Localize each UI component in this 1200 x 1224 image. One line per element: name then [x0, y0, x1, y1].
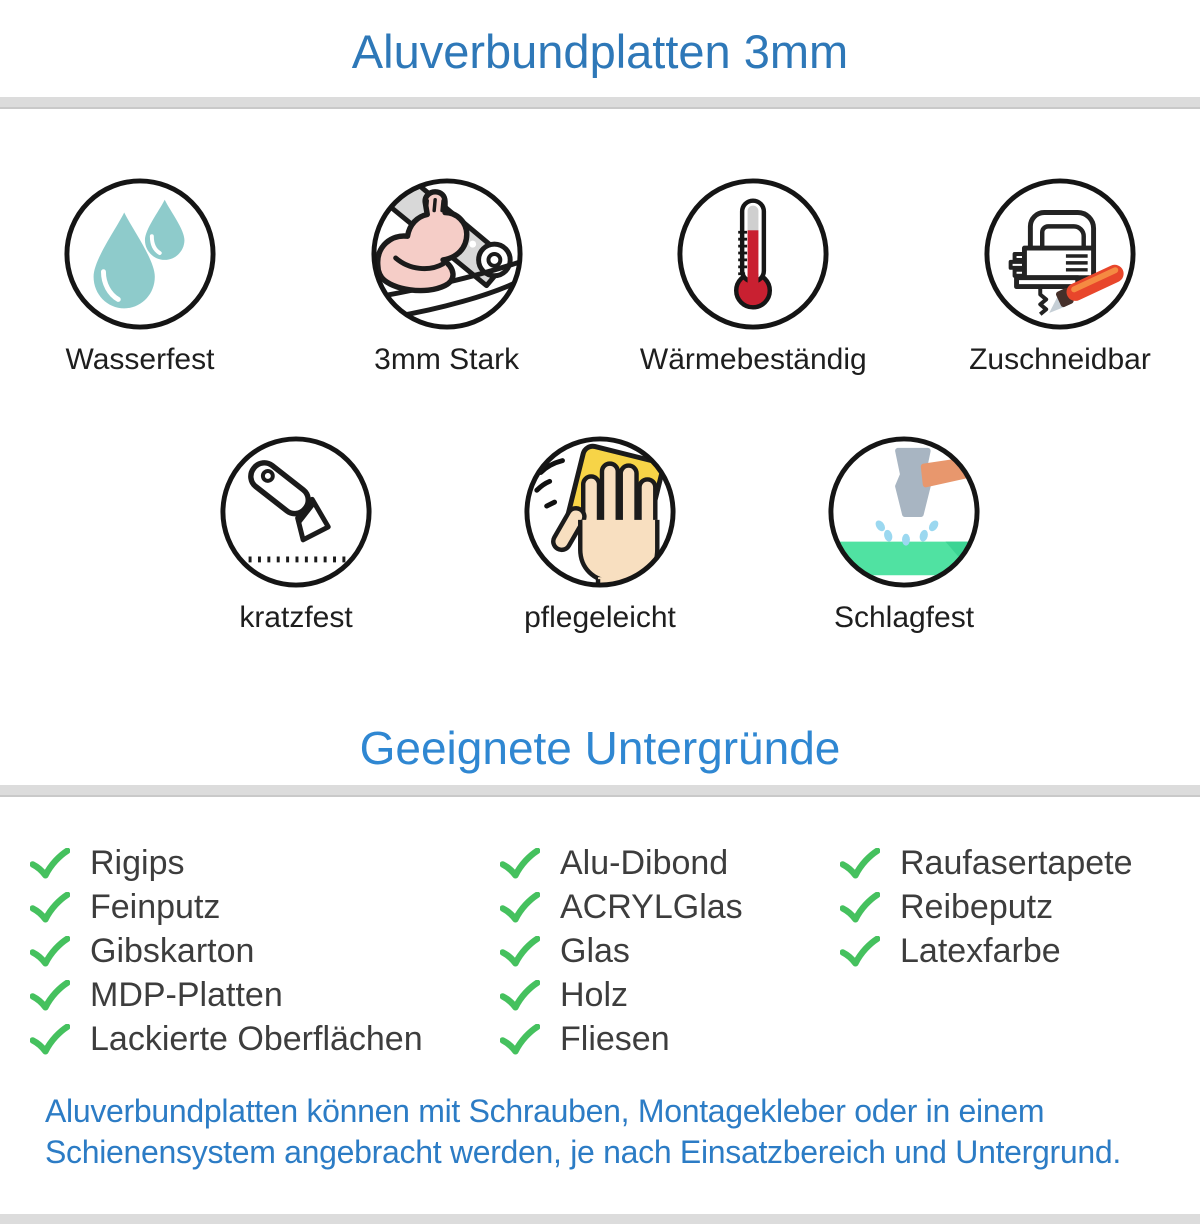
check-icon: [840, 892, 880, 923]
list-item-label: MDP-Platten: [90, 975, 283, 1014]
feature-easy-care: [490, 433, 710, 635]
feature-label: pflegeleicht: [524, 601, 676, 634]
list-item-label: Raufasertapete: [900, 843, 1133, 882]
feature-label: Wärmebeständig: [639, 343, 867, 376]
list-item-label: Glas: [560, 931, 630, 970]
list-item-label: Latexfarbe: [900, 931, 1061, 970]
list-item: [30, 929, 500, 973]
list-item: [840, 885, 1200, 929]
list-item-label: ACRYLGlas: [560, 887, 743, 926]
mounting-note: [0, 1091, 1200, 1173]
feature-label: 3mm Stark: [374, 343, 520, 376]
substrate-column-1: [30, 841, 500, 1061]
list-item: [30, 973, 500, 1017]
list-item: [500, 973, 840, 1017]
feature-3mm-strong: [337, 175, 557, 377]
list-item-label: Rigips: [90, 843, 185, 882]
feature-label: Schlagfest: [833, 601, 975, 634]
check-icon: [30, 848, 70, 879]
list-item: [30, 841, 500, 885]
check-icon: [30, 892, 70, 923]
feature-impact-proof: [794, 433, 1014, 635]
check-icon: [30, 1024, 70, 1055]
substrate-column-3: [840, 841, 1200, 1061]
check-icon: [500, 892, 540, 923]
list-item-label: Lackierte Oberflächen: [90, 1019, 423, 1058]
substrate-grid: [0, 841, 1200, 1061]
list-item-label: Feinputz: [90, 887, 221, 926]
list-item: [500, 885, 840, 929]
thermometer-icon: [674, 175, 832, 333]
list-item-label: Fliesen: [560, 1019, 670, 1058]
mounting-note-line-2: Schienensystem angebracht werden, je nach Einsatzbereich und Untergrund.: [45, 1134, 1121, 1170]
water-drops-icon: [61, 175, 219, 333]
check-icon: [500, 1024, 540, 1055]
list-item: [500, 929, 840, 973]
utility-knife-icon: [217, 433, 375, 591]
list-item: [30, 885, 500, 929]
hammer-impact-icon: [825, 433, 983, 591]
list-item-label: Gibskarton: [90, 931, 255, 970]
check-icon: [840, 936, 880, 967]
list-item: [500, 1017, 840, 1061]
page-title: Aluverbundplatten 3mm: [351, 25, 849, 78]
check-icon: [840, 848, 880, 879]
feature-row-1: [0, 175, 1200, 377]
feature-label: Zuschneidbar: [969, 343, 1151, 376]
list-item-label: Alu-Dibond: [560, 843, 729, 882]
feature-scratch-proof: [186, 433, 406, 635]
muscle-arm-panel-icon: [368, 175, 526, 333]
section-title-substrates: Geeignete Untergründe: [359, 722, 841, 774]
substrate-column-2: [500, 841, 840, 1061]
list-item: [840, 841, 1200, 885]
feature-label: Wasserfest: [65, 343, 215, 376]
list-item: [500, 841, 840, 885]
feature-cuttable: [950, 175, 1170, 377]
list-item-label: Holz: [560, 975, 629, 1014]
list-item-label: Reibeputz: [900, 887, 1054, 926]
feature-label: kratzfest: [239, 601, 353, 634]
divider: [0, 1214, 1200, 1224]
divider: [0, 97, 1200, 109]
check-icon: [500, 848, 540, 879]
feature-heat-resistant: [639, 175, 867, 377]
mounting-note-line-1: Aluverbundplatten können mit Schrauben, Montagekleber oder in einem: [45, 1093, 1045, 1129]
check-icon: [500, 980, 540, 1011]
list-item: [840, 929, 1200, 973]
check-icon: [30, 936, 70, 967]
list-item: [30, 1017, 500, 1061]
check-icon: [500, 936, 540, 967]
feature-waterproof: [30, 175, 250, 377]
divider: [0, 785, 1200, 797]
hand-cloth-icon: [521, 433, 679, 591]
jigsaw-cutter-icon: [981, 175, 1139, 333]
feature-row-2: [186, 433, 1014, 635]
check-icon: [30, 980, 70, 1011]
